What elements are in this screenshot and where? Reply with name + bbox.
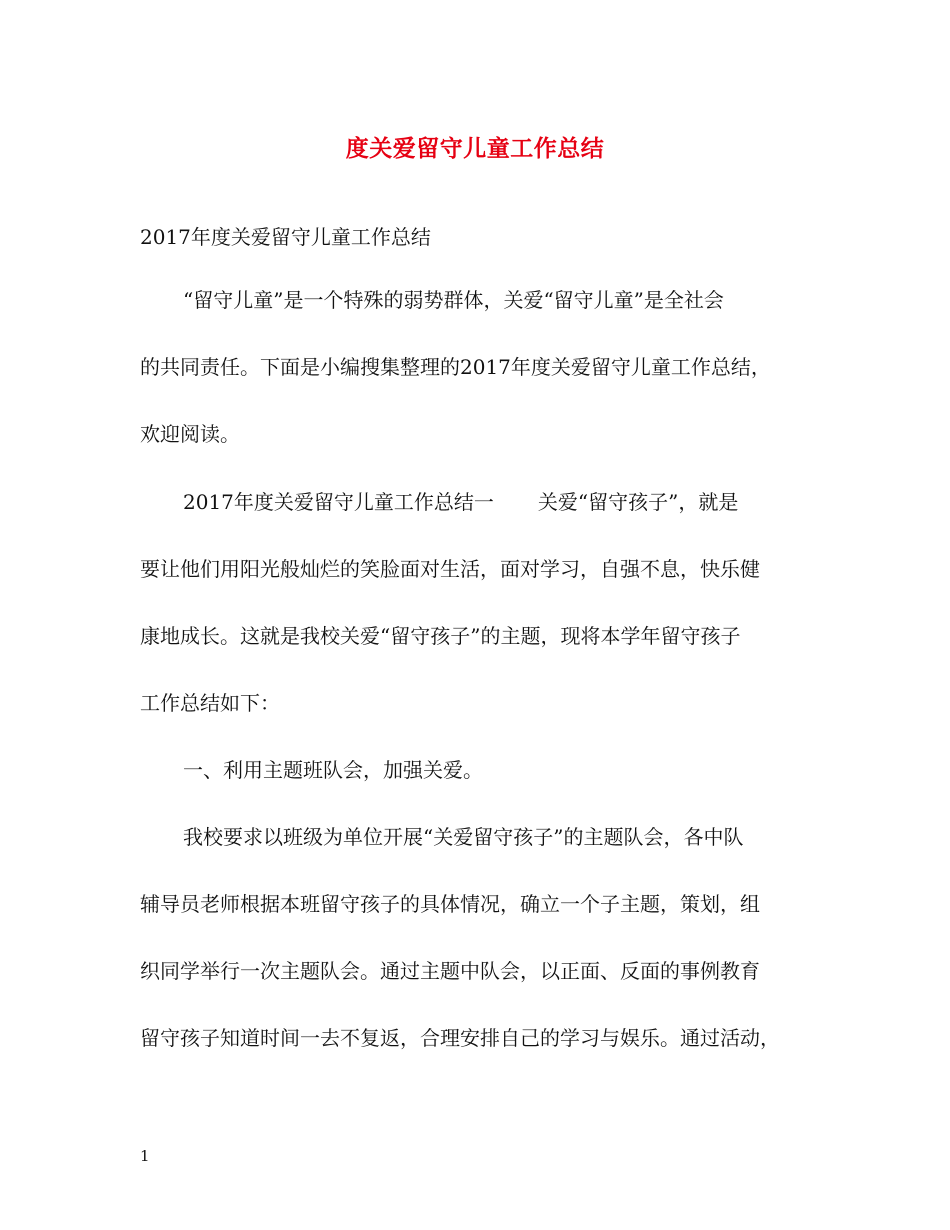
point-one-line-4: 留守孩子知道时间一去不复返，合理安排自己的学习与娱乐。通过活动，: [140, 1026, 780, 1050]
document-subtitle: 2017年度关爱留守儿童工作总结: [140, 225, 431, 249]
point-one-line-1: 我校要求以班级为单位开展“关爱留守孩子”的主题队会，各中队: [183, 825, 744, 849]
point-one-line-3: 织同学举行一次主题队会。通过主题中队会，以正面、反面的事例教育: [140, 959, 760, 983]
intro-line-2: 的共同责任。下面是小编搜集整理的2017年度关爱留守儿童工作总结，: [140, 355, 771, 379]
point-one-line-2: 辅导员老师根据本班留守孩子的具体情况，确立一个子主题，策划，组: [140, 892, 760, 916]
section-one-line-4: 工作总结如下：: [140, 691, 280, 715]
page-number: 1: [140, 1147, 150, 1165]
section-one-heading: 2017年度关爱留守儿童工作总结一: [183, 490, 494, 514]
section-one-line-1: [183, 488, 738, 516]
document-title: 度关爱留守儿童工作总结: [345, 135, 605, 162]
point-one-heading: 一、利用主题班队会，加强关爱。: [183, 758, 483, 782]
section-one-line-1-rest: 关爱“留守孩子”，就是: [537, 490, 739, 514]
section-one-line-3: 康地成长。这就是我校关爱“留守孩子”的主题，现将本学年留守孩子: [140, 624, 741, 648]
intro-line-1: “留守儿童”是一个特殊的弱势群体，关爱“留守儿童”是全社会: [183, 288, 724, 312]
section-one-line-2: 要让他们用阳光般灿烂的笑脸面对生活，面对学习，自强不息，快乐健: [140, 557, 760, 581]
intro-line-3: 欢迎阅读。: [140, 422, 240, 446]
